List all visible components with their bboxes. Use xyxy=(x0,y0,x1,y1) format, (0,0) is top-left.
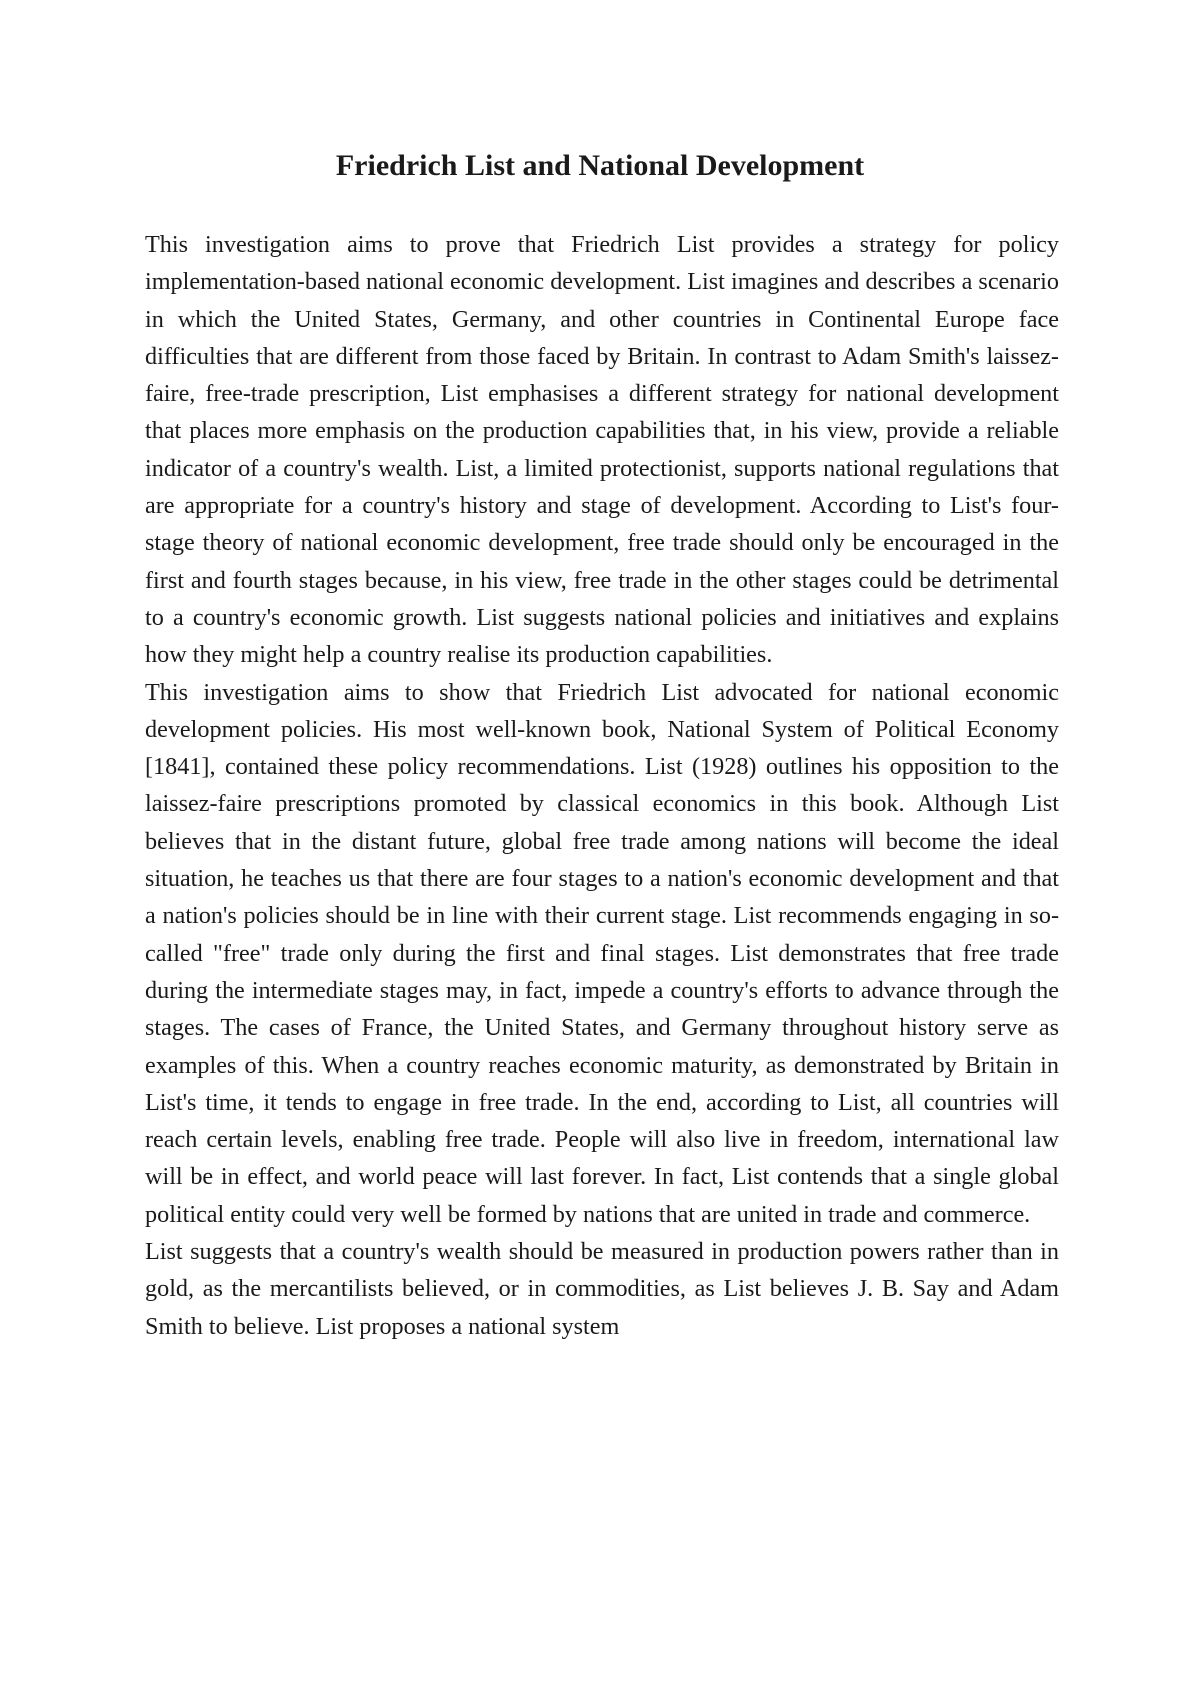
document-body xyxy=(145,226,1059,1345)
document-title: Friedrich List and National Development xyxy=(335,149,865,182)
paragraph-2: This investigation aims to show that Friedrich List advocated for national economic development policies. His most well-known book, National System of Political Economy [1841], contained these policy recommendations. List (1928) outlines his opposition to the laissez-faire prescriptions promoted by classical economics in this book. Although List believes that in the distant future, global free trade among nations will become the ideal situation, he teaches us that there are four stages to a nation's economic development and that a nation's policies should be in line with their current stage. List recommends engaging in so-called "free" trade only during the first and final stages. List demonstrates that free trade during the intermediate stages may, in fact, impede a country's efforts to advance through the stages. The cases of France, the United States, and Germany throughout history serve as examples of this. When a country reaches economic maturity, as demonstrated by Britain in List's time, it tends to engage in free trade. In the end, according to List, all countries will reach certain levels, enabling free trade. People will also live in freedom, international law will be in effect, and world peace will last forever. In fact, List contends that a single global political entity could very well be formed by nations that are united in trade and commerce. xyxy=(145,678,1059,1228)
paragraph-3: List suggests that a country's wealth should be measured in production powers rather than in gold, as the mercantilists believed, or in commodities, as List believes J. B. Say and Adam Smith to believe. List proposes a national system xyxy=(145,1238,1059,1340)
paragraph-1: This investigation aims to prove that Friedrich List provides a strategy for policy implementation-based national economic development. List imagines and describes a scenario in which the United States, Germany, and other countries in Continental Europe face difficulties that are different from those faced by Britain. In contrast to Adam Smith's laissez-faire, free-trade prescription, List emphasises a different strategy for national development that places more emphasis on the production capabilities that, in his view, provide a reliable indicator of a country's wealth. List, a limited protectionist, supports national regulations that are appropriate for a country's history and stage of development. According to List's four-stage theory of national economic development, free trade should only be encouraged in the first and fourth stages because, in his view, free trade in the other stages could be detrimental to a country's economic growth. List suggests national policies and initiatives and explains how they might help a country realise its production capabilities. xyxy=(145,231,1059,669)
